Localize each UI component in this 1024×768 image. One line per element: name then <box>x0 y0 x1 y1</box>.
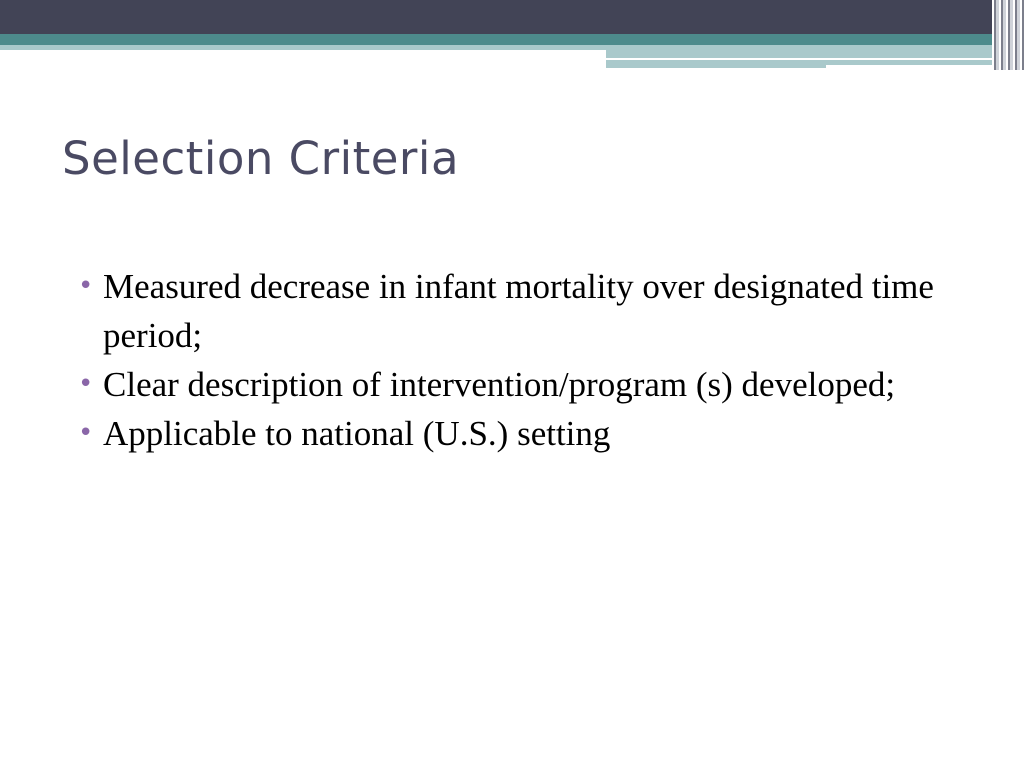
slide-title: Selection Criteria <box>62 132 460 185</box>
header-band-light-thin <box>606 60 826 68</box>
bullet-text: Measured decrease in infant mortality over designated time period; <box>103 267 934 355</box>
bullet-item <box>78 409 958 458</box>
bullet-icon: • <box>78 271 94 301</box>
header-stripes <box>992 0 1024 70</box>
header-band-light-right <box>606 45 1024 58</box>
bullet-item <box>78 262 958 360</box>
header-band-dark <box>0 0 1024 34</box>
header-band-light-left <box>0 45 606 50</box>
header-band-teal <box>0 34 1024 45</box>
bullet-icon: • <box>78 369 94 399</box>
bullet-icon: • <box>78 418 94 448</box>
bullet-text: Applicable to national (U.S.) setting <box>103 414 611 453</box>
bullet-item <box>78 360 958 409</box>
bullet-text: Clear description of intervention/program (s) developed; <box>103 365 896 404</box>
bullet-list <box>78 262 958 458</box>
